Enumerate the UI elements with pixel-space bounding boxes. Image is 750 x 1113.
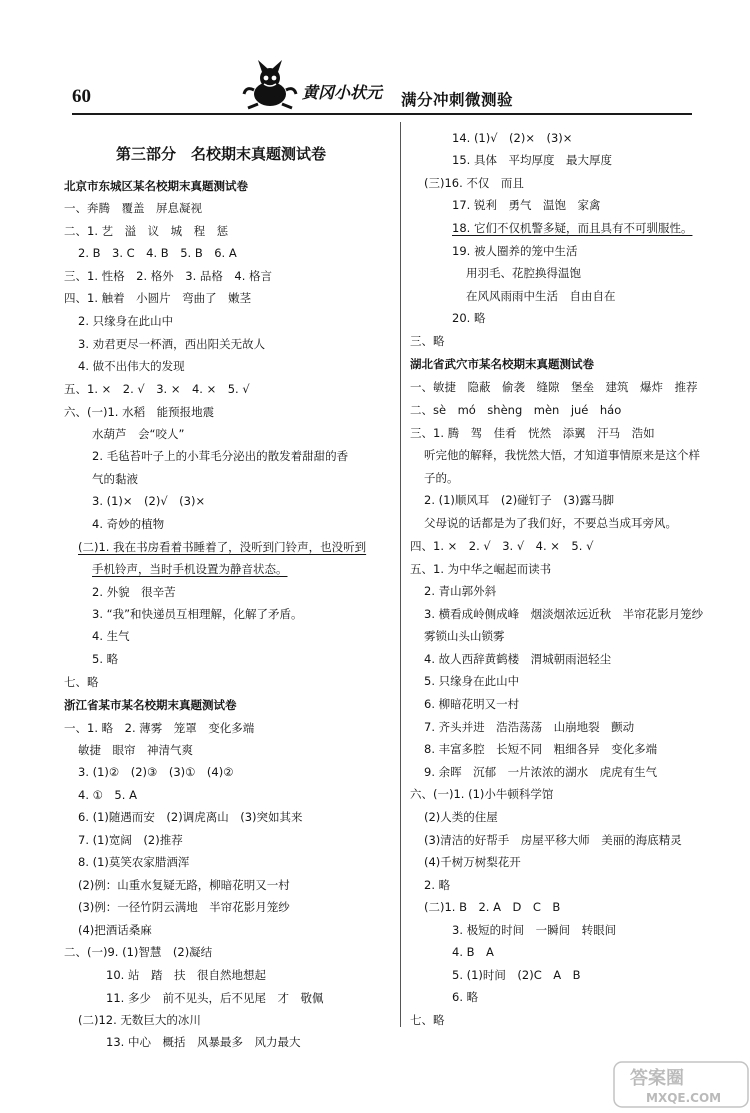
watermark [612, 1060, 750, 1109]
answer-line: 敏捷 眼帘 神清气爽 [78, 743, 193, 757]
answer-line: 7. (1)宽阔 (2)推荐 [78, 833, 183, 847]
part-title: 第三部分 名校期末真题测试卷 [116, 145, 327, 163]
answer-line: 雾锁山头山锁雾 [424, 629, 505, 643]
column-divider [400, 122, 401, 1027]
answer-line: 用羽毛、花腔换得温饱 [466, 266, 581, 280]
answer-line: 6. 略 [452, 990, 479, 1004]
answer-line: (4)把酒话桑麻 [78, 923, 152, 937]
answer-line: 3. 劝君更尽一杯酒，西出阳关无故人 [78, 337, 266, 351]
answer-line: 3. (1)× (2)√ (3)× [92, 494, 206, 508]
svg-text:MXQE.COM: MXQE.COM [646, 1091, 722, 1105]
answer-line: 七、略 [410, 1013, 445, 1027]
answer-line: 19. 被人圈养的笼中生活 [452, 244, 578, 258]
answer-line: 9. 余晖 沉郁 一片浓浓的湖水 虎虎有生气 [424, 765, 658, 779]
answer-line: 5. 只缘身在此山中 [424, 674, 520, 688]
answer-line: 5. 略 [92, 652, 119, 666]
answer-line: 4. 做不出伟大的发现 [78, 359, 185, 373]
answer-line: 六、(一)1. (1)小牛顿科学馆 [410, 787, 554, 801]
brand-logo [240, 60, 400, 112]
page-number: 60 [72, 86, 91, 107]
answer-line: 五、1. 为中华之崛起而读书 [410, 562, 552, 576]
answer-line: 10. 站 踏 扶 很自然地想起 [106, 968, 266, 982]
answer-line: 2. 略 [424, 878, 451, 892]
answer-line: 2. 青山郭外斜 [424, 584, 497, 598]
answer-line: 手机铃声，当时手机设置为静音状态。 [92, 562, 288, 576]
section-heading: 湖北省武穴市某名校期末真题测试卷 [410, 357, 594, 371]
answer-line: 4. 故人西辞黄鹤楼 渭城朝雨浥轻尘 [424, 652, 612, 666]
answer-line: (二)12. 无数巨大的冰川 [78, 1013, 201, 1027]
answer-line: 2. B 3. C 4. B 5. B 6. A [78, 246, 237, 260]
answer-line: 2. (1)顺风耳 (2)碰钉子 (3)露马脚 [424, 493, 614, 507]
answer-line: 三、1. 性格 2. 格外 3. 品格 4. 格言 [64, 269, 273, 283]
answer-line: 15. 具体 平均厚度 最大厚度 [452, 153, 612, 167]
series-title: 满分冲刺微测验 [401, 91, 514, 109]
answer-line: 一、1. 略 2. 薄雾 笼罩 变化多端 [64, 721, 255, 735]
answer-line: (三)16. 不仅 而且 [424, 176, 524, 190]
svg-text:答案圈: 答案圈 [630, 1068, 684, 1089]
answer-line: (3)例：一径竹阴云满地 半帘花影月笼纱 [78, 900, 290, 914]
answer-line: 4. 奇妙的植物 [92, 517, 165, 531]
answer-line: 17. 锐利 勇气 温饱 家禽 [452, 198, 601, 212]
answer-line: 14. (1)√ (2)× (3)× [452, 131, 573, 145]
answer-line: 七、略 [64, 675, 99, 689]
section-heading: 北京市东城区某名校期末真题测试卷 [64, 179, 248, 193]
answer-line: 五、1. × 2. √ 3. × 4. × 5. √ [64, 382, 250, 396]
answer-line: 2. 外貌 很辛苦 [92, 585, 176, 599]
answer-line: 一、敏捷 隐蔽 偷袭 缝隙 堡垒 建筑 爆炸 推荐 [410, 380, 698, 394]
answer-line: 18. 它们不仅机警多疑，而且具有不可驯服性。 [452, 221, 693, 235]
section-heading: 浙江省某市某名校期末真题测试卷 [64, 698, 237, 712]
answer-line: 4. ① 5. A [78, 788, 137, 802]
answer-line: (3)清洁的好帮手 房屋平移大师 美丽的海底精灵 [424, 833, 682, 847]
answer-line: 4. B A [452, 945, 494, 959]
answer-line: 8. (1)莫笑农家腊酒浑 [78, 855, 190, 869]
answer-line: 六、(一)1. 水稻 能预报地震 [64, 405, 215, 419]
answer-line: 四、1. 触着 小圆片 弯曲了 嫩茎 [64, 291, 252, 305]
answer-line: 气的黏液 [92, 472, 138, 486]
answer-line: 6. 柳暗花明又一村 [424, 697, 520, 711]
answer-line: 三、1. 腾 驾 佳肴 恍然 添翼 汗马 浩如 [410, 426, 655, 440]
answer-line: (二)1. 我在书房看着书睡着了，没听到门铃声，也没听到 [78, 540, 367, 554]
answer-line: 2. 毛毡苔叶子上的小茸毛分泌出的散发着甜甜的香 [92, 449, 349, 463]
answer-line: 3. 极短的时间 一瞬间 转眼间 [452, 923, 617, 937]
answer-line: 听完他的解释，我恍然大悟，才知道事情原来是这个样 [424, 448, 700, 462]
answer-line: 8. 丰富多腔 长短不同 粗细各异 变化多端 [424, 742, 658, 756]
answer-line: 二、1. 艺 溢 议 城 程 惩 [64, 224, 229, 238]
answer-line: 20. 略 [452, 311, 486, 325]
answer-line: 13. 中心 概括 风暴最多 风力最大 [106, 1035, 301, 1049]
answer-line: 6. (1)随遇而安 (2)调虎离山 (3)突如其来 [78, 810, 303, 824]
answer-line: (4)千树万树梨花开 [424, 855, 521, 869]
answer-line: 水葫芦 会“咬人” [92, 427, 185, 441]
answer-line: 5. (1)时间 (2)C A B [452, 968, 581, 982]
answer-line: (2)例：山重水复疑无路，柳暗花明又一村 [78, 878, 290, 892]
answer-line: (2)人类的住屋 [424, 810, 498, 824]
answer-line: 在风风雨雨中生活 自由自在 [466, 289, 616, 303]
answer-line: 3. “我”和快递员互相理解，化解了矛盾。 [92, 607, 303, 621]
page-header [0, 0, 750, 120]
header-rule [72, 113, 692, 115]
answer-line: 3. (1)② (2)③ (3)① (4)② [78, 765, 234, 779]
answer-line: 二、sè mó shèng mèn jué háo [410, 403, 622, 417]
answer-line: 父母说的话都是为了我们好，不要总当成耳旁风。 [424, 516, 677, 530]
svg-text:黄冈小状元: 黄冈小状元 [302, 83, 383, 102]
answer-line: (二)1. B 2. A D C B [424, 900, 561, 914]
answer-line: 二、(一)9. (1)智慧 (2)凝结 [64, 945, 213, 959]
answer-line: 7. 齐头并进 浩浩荡荡 山崩地裂 颤动 [424, 720, 635, 734]
answer-line: 11. 多少 前不见头，后不见尾 才 敬佩 [106, 991, 324, 1005]
answer-line: 三、略 [410, 334, 445, 348]
answer-line: 一、奔腾 覆盖 屏息凝视 [64, 201, 202, 215]
answer-line: 子的。 [424, 471, 459, 485]
answer-line: 3. 横看成岭侧成峰 烟淡烟浓远近秋 半帘花影月笼纱 [424, 607, 704, 621]
answer-line: 2. 只缘身在此山中 [78, 314, 174, 328]
answer-line: 4. 生气 [92, 629, 130, 643]
answer-line: 四、1. × 2. √ 3. √ 4. × 5. √ [410, 539, 594, 553]
